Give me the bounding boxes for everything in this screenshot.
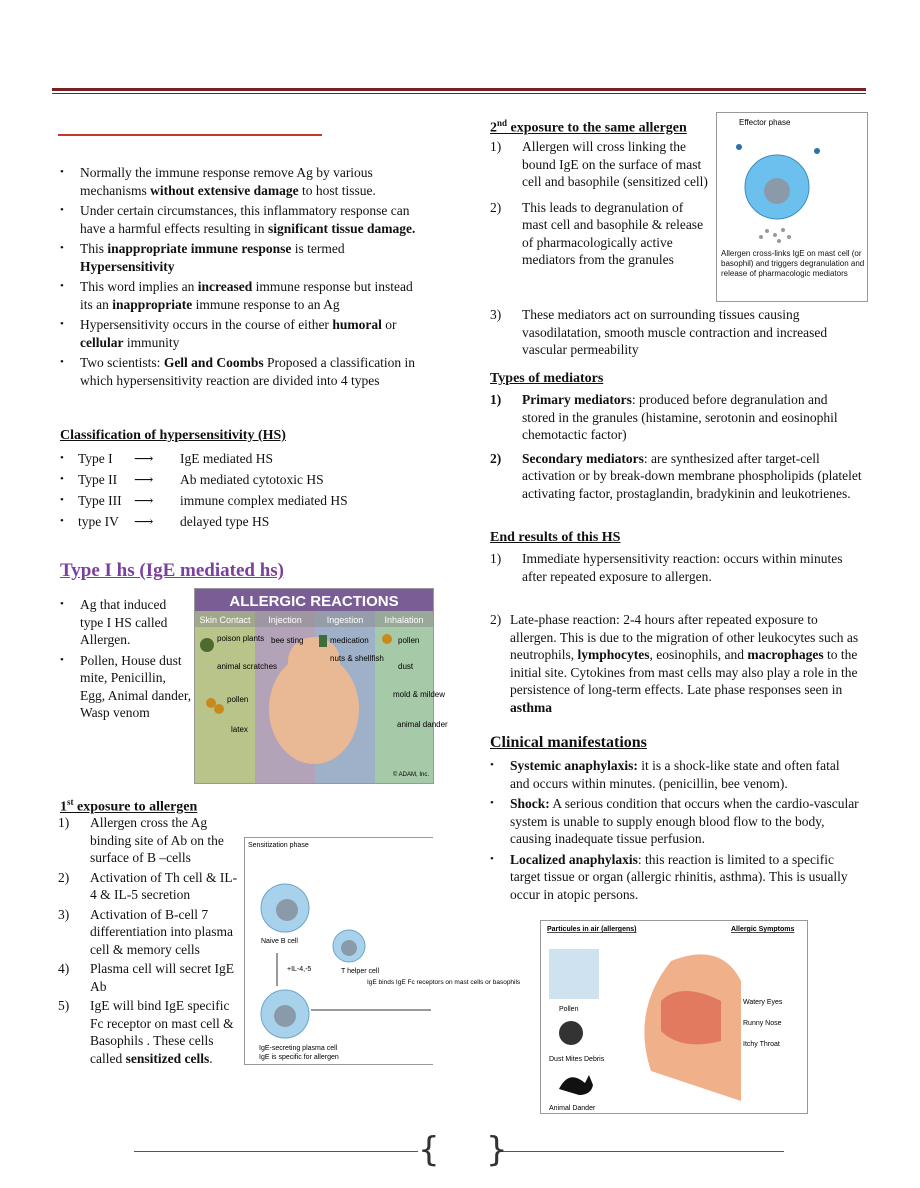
arrow-icon: ⟶: [134, 451, 154, 466]
effector-image: [716, 112, 868, 302]
item-number: 2): [490, 199, 502, 215]
hs-desc: Ab mediated cytotoxic HS: [180, 472, 324, 487]
sens-il: +IL-4,-5: [287, 966, 312, 973]
item-number: 4): [58, 961, 70, 976]
sens-binds: IgE binds IgE Fc receptors on mast cells or basophils: [367, 979, 521, 986]
hs-type: type IV: [78, 514, 119, 529]
hs-desc: immune complex mediated HS: [180, 493, 348, 508]
list-item: • Ag that induced type I HS called Allergen.: [58, 596, 192, 649]
lbl-pollen-left: pollen: [227, 695, 249, 704]
list-item: [58, 240, 422, 275]
sens-th: T helper cell: [341, 968, 380, 975]
lbl-mold: mold & mildew: [393, 690, 446, 699]
text-run: cellular: [80, 334, 124, 350]
text-run: Normally the immune response remove Ag by various mechanisms: [80, 165, 373, 198]
classification-row: • type IV ⟶ delayed type HS: [58, 511, 418, 532]
text-run: Hypersensitivity: [80, 258, 175, 274]
second-exposure-item3: [490, 306, 862, 361]
text-run: A serious condition that occurs when the cardio-vascular system is unable to supply enough blood flow to the body, causing inadequate tissue perfusion.: [510, 796, 859, 846]
sym-left-title: Particules in air (allergens): [547, 926, 637, 933]
text-run: sensitized cells: [125, 1050, 210, 1066]
text-run: Localized anaphylaxis: [510, 851, 638, 867]
list-item: [58, 164, 422, 199]
numbered-item: [490, 306, 862, 359]
first-exposure-list: [58, 814, 242, 1069]
allergic-title: ALLERGIC REACTIONS: [229, 593, 399, 610]
text-run: Gell and Coombs: [163, 355, 264, 370]
text-run: Plasma cell will secret IgE Ab: [90, 961, 234, 994]
sym-dust: Dust Mites Debris: [549, 1056, 605, 1063]
text-run: increased: [197, 279, 253, 294]
text-run: or: [381, 317, 397, 332]
type1-bullets: [58, 596, 192, 725]
hs-desc: delayed type HS: [180, 514, 270, 529]
sym-pollen: Pollen: [559, 1006, 579, 1013]
col-ingestion: Ingestion: [326, 615, 364, 625]
footer-brace-close: }: [486, 1130, 508, 1170]
text-run: Systemic anaphylaxis:: [510, 758, 638, 773]
numbered-item: [490, 611, 862, 716]
clinical-heading: Clinical manifestations: [490, 734, 647, 751]
text-run: lymphocytes: [577, 647, 650, 662]
effector-caption: Allergen cross-links IgE on mast cell (or basophil) and triggers degranulation and release of pharmacologic mediators: [721, 249, 865, 278]
clinical-list: [488, 757, 862, 906]
numbered-item: [490, 199, 710, 269]
sens-plasma1: IgE-secreting plasma cell: [259, 1045, 338, 1052]
numbered-item: [490, 550, 862, 585]
allergic-reactions-image: [194, 588, 448, 784]
type1-title: Type I hs (IgE mediated hs): [60, 560, 284, 581]
sym-nose: Runny Nose: [743, 1020, 782, 1027]
header-rule-thick: [52, 88, 866, 91]
text-run: Activation of Th cell & IL-4 & IL-5 secretion: [90, 869, 238, 902]
list-item: [488, 757, 862, 792]
item-text: These mediators act on surrounding tissues causing vasodilatation, smooth muscle contraction and increased vascular permeability: [522, 307, 828, 357]
text-run: .: [209, 1050, 213, 1066]
list-item: [58, 278, 422, 313]
end-results-heading: End results of this HS: [490, 530, 621, 545]
sym-right-title: Allergic Symptoms: [731, 926, 795, 933]
footer-brace-open: {: [418, 1130, 440, 1170]
effector-title: Effector phase: [739, 118, 791, 127]
second-exposure-list: [490, 138, 710, 277]
text-run: Shock:: [510, 796, 550, 811]
end-results-item1: [490, 550, 862, 587]
text-run: asthma: [510, 699, 553, 715]
list-item: [58, 354, 422, 389]
list-item: [58, 202, 422, 237]
header-rule-thin: [52, 93, 866, 94]
sensitization-image: [244, 837, 521, 1065]
text-run: humoral: [332, 317, 382, 332]
classification-row: • Type III ⟶ immune complex mediated HS: [58, 490, 418, 511]
numbered-item: [490, 391, 862, 444]
mediators-list: [490, 391, 862, 508]
numbered-item: [490, 138, 710, 191]
text-run: macrophages: [747, 647, 824, 662]
text-run: immune response to an Ag: [192, 296, 340, 312]
item-text: This leads to degranulation of mast cell and basophile & release of pharmacologically active mediators from the granules: [522, 199, 704, 267]
first-exposure-heading: 1st exposure to allergen: [60, 797, 198, 815]
numbered-item: [58, 906, 242, 959]
text-run: inappropriate: [112, 296, 193, 312]
hs-type: Type II: [78, 472, 118, 487]
mediator-text: : are synthesized after target-cell activation or by break-down membrane phospholipids (platelet activating factor, prostaglandin, bradykinin and leukotrienes.: [522, 450, 862, 501]
allergic-symptoms-image: [540, 920, 808, 1114]
adam-credit: © ADAM, Inc.: [392, 772, 429, 778]
col-injection: Injection: [268, 615, 302, 625]
sym-dander: Animal Dander: [549, 1105, 596, 1112]
numbered-item: [490, 450, 862, 503]
lbl-latex: latex: [231, 725, 248, 734]
lbl-pollen-right: pollen: [398, 636, 420, 645]
mediator-label: Primary mediators: [522, 392, 632, 407]
lbl-poison: poison plants: [217, 634, 265, 643]
item-number: 1): [58, 815, 70, 830]
text-run: This word implies an: [80, 279, 198, 294]
classification-list: [58, 448, 418, 532]
hs-desc: IgE mediated HS: [180, 451, 273, 466]
lbl-scratches: animal scratches: [217, 662, 278, 671]
text-run: to the initial site. Cytokines from mast cells may also play a role in the persistence of long-term effects. Late phase responses seen in: [510, 647, 858, 697]
item-text: Allergen will cross linking the bound IgE on the surface of mast cell and basophile (sensitized cell): [522, 139, 708, 189]
second-exposure-heading: 2nd exposure to the same allergen: [490, 118, 687, 136]
text-run: This: [80, 241, 108, 256]
numbered-item: [58, 814, 242, 867]
list-item: [488, 851, 862, 904]
lbl-medication: medication: [330, 636, 369, 645]
sens-naive: Naive B cell: [261, 938, 298, 945]
numbered-item: [58, 960, 242, 995]
text-run: inappropriate immune response: [107, 241, 292, 256]
text-run: Late-phase reaction: 2-4 hours after repeated exposure to allergen. This is due to the migration of other leukocytes such as neutrophils,: [510, 612, 859, 662]
text-run: to host tissue.: [298, 182, 376, 198]
sym-throat: Itchy Throat: [743, 1041, 780, 1048]
col-skin: Skin Contact: [199, 615, 251, 625]
arrow-icon: ⟶: [134, 514, 154, 529]
section-title-underline: [58, 134, 322, 136]
text-run: , eosinophils, and: [649, 647, 748, 662]
list-item: [488, 795, 862, 848]
item-number: 1): [490, 551, 502, 566]
footer-line-right: [498, 1151, 784, 1152]
text-run: Two scientists:: [80, 355, 164, 370]
list-item: [58, 316, 422, 351]
numbered-item: [58, 869, 242, 904]
lbl-dust: dust: [398, 662, 414, 671]
text-run: Under certain circumstances, this inflammatory response can have a harmful effects resulting in: [80, 203, 410, 236]
sens-title: Sensitization phase: [248, 842, 309, 849]
text-run: Hypersensitivity occurs in the course of either: [80, 317, 333, 332]
item-number: 2): [490, 612, 502, 627]
classification-row: • Type II ⟶ Ab mediated cytotoxic HS: [58, 469, 418, 490]
item-text: Immediate hypersensitivity reaction: occurs within minutes after repeated exposure to allergen.: [522, 551, 843, 584]
list-item: • Pollen, House dust mite, Penicillin, Egg, Animal dander, Wasp venom: [58, 652, 192, 722]
text-run: Activation of B-cell 7 differentiation into plasma cell & memory cells: [90, 906, 233, 957]
mediator-text: : produced before degranulation and stored in the granules (histamine, serotonin and eosinophil chemotactic factor): [522, 392, 838, 442]
arrow-icon: ⟶: [134, 493, 154, 508]
text-run: immune response but instead its an: [80, 279, 413, 312]
lbl-nuts: nuts & shellfish: [330, 654, 384, 663]
text-run: Allergen cross the Ag binding site of Ab on the surface of B –cells: [90, 815, 224, 865]
sens-plasma2: IgE is specific for allergen: [259, 1054, 339, 1061]
hs-type: Type III: [78, 493, 122, 508]
text-run: immunity: [123, 334, 180, 350]
lbl-dander: animal dander: [397, 720, 448, 729]
text-run: it is a shock-like state and often fatal and occurs within minutes. (penicillin, bee venom).: [510, 758, 840, 791]
numbered-item: [58, 997, 242, 1067]
mediator-label: Secondary mediators: [522, 450, 644, 466]
text-run: significant tissue damage.: [267, 220, 416, 236]
item-number: 1): [490, 139, 502, 154]
classification-row: • Type I ⟶ IgE mediated HS: [58, 448, 418, 469]
hs-type: Type I: [78, 451, 113, 466]
text-run: is termed: [291, 241, 345, 256]
item-number: 2): [490, 450, 502, 466]
footer-line-left: [134, 1151, 418, 1152]
item-number: 5): [58, 998, 70, 1013]
item-number: 1): [490, 392, 502, 407]
arrow-icon: ⟶: [134, 472, 154, 487]
mediators-heading: Types of mediators: [490, 371, 604, 386]
end-results-item2: [490, 611, 862, 718]
sym-eyes: Watery Eyes: [743, 999, 783, 1006]
lbl-bee: bee sting: [271, 636, 304, 645]
item-number: 3): [58, 906, 70, 922]
text-run: Proposed a classification in which hypersensitivity reaction are divided into 4 types: [80, 355, 416, 388]
text-run: : this reaction is limited to a specific target tissue or organ (allergic rhinitis, asthma). This is usually occur in atopic persons.: [510, 851, 848, 902]
item-number: 3): [490, 307, 502, 322]
text-run: IgE will bind IgE specific Fc receptor on mast cell & Basophils . These cells called: [90, 998, 234, 1066]
text-run: without extensive damage: [150, 182, 299, 198]
classification-heading: Classification of hypersensitivity (HS): [60, 428, 286, 443]
col-inhalation: Inhalation: [384, 615, 424, 625]
intro-bullet-list: [58, 164, 422, 392]
item-number: 2): [58, 869, 70, 885]
